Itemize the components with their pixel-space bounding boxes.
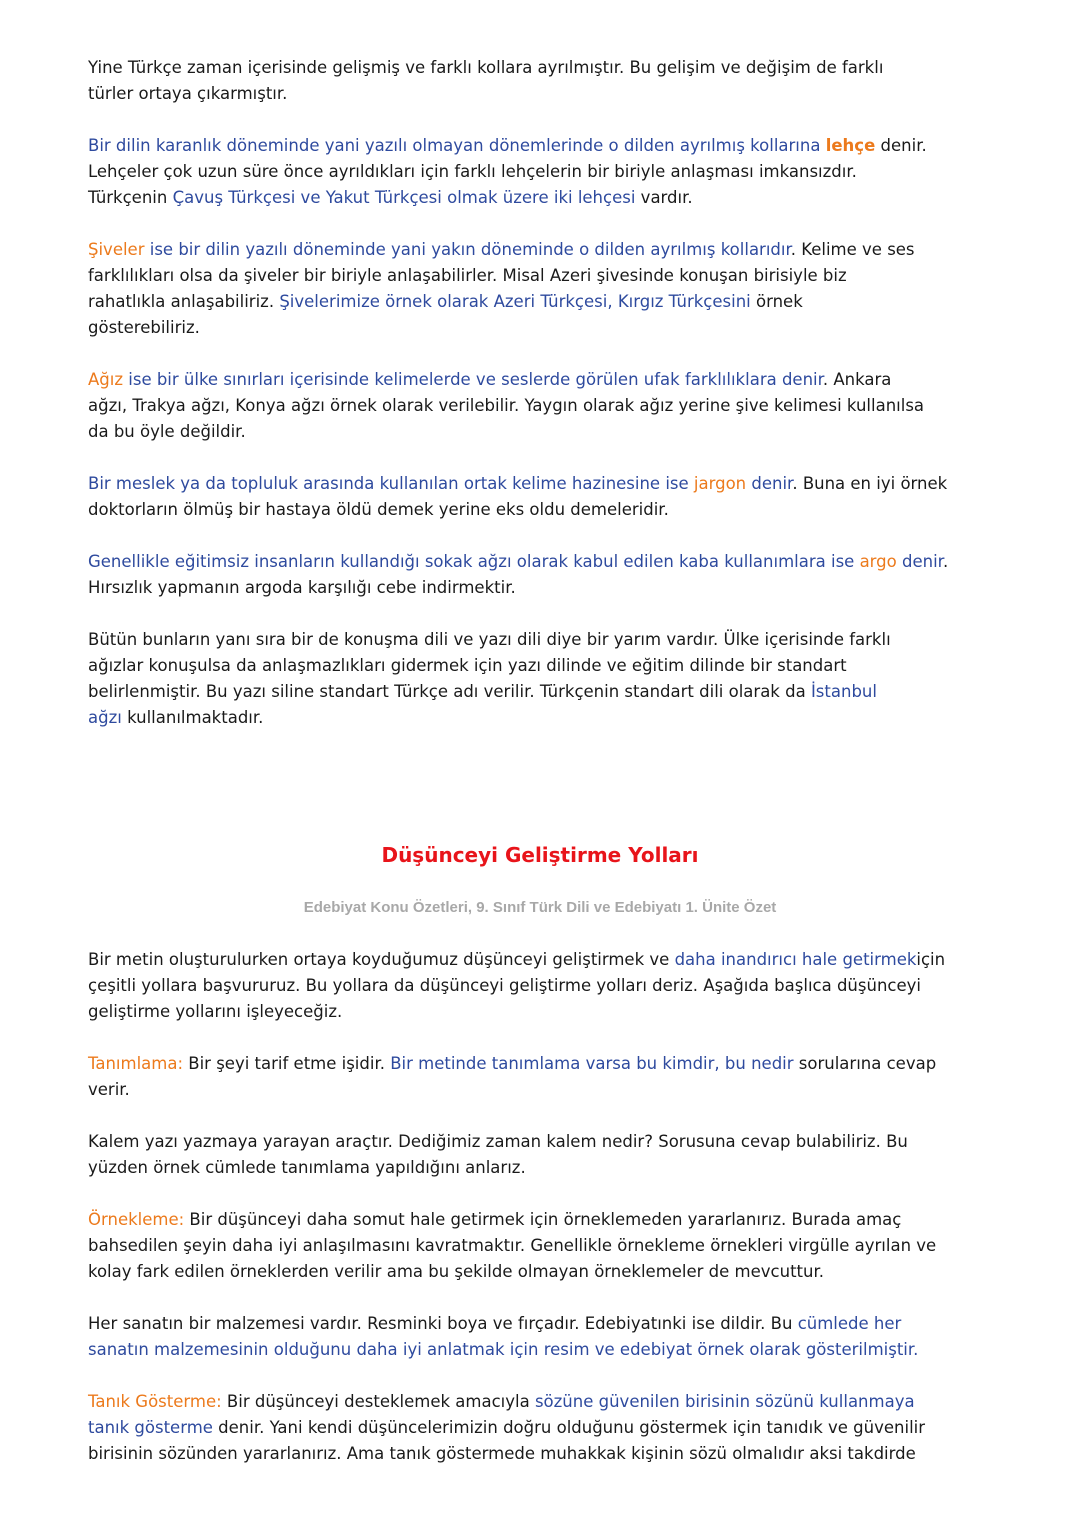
text-line — [88, 159, 1018, 185]
highlighted-text-run: Tanımlama: — [88, 1054, 184, 1073]
text-run: denir. — [875, 136, 927, 155]
highlighted-text-run: daha inandırıcı hale getirmek — [674, 950, 917, 969]
text-line — [88, 1129, 1018, 1155]
text-line — [88, 1233, 1018, 1259]
text-line — [88, 1337, 1018, 1363]
highlighted-text-run: lehçe — [825, 136, 876, 155]
text-run: çeşitli yollara başvururuz. Bu yollara da düşünceyi geliştirme yolları deriz. Aşağıda başlıca düşünceyi — [88, 976, 921, 995]
document-section-thought-development — [88, 947, 1018, 1493]
text-run: Bir metin oluşturulurken ortaya koyduğumuz düşünceyi geliştirmek ve — [88, 950, 675, 969]
text-run: farklılıkları olsa da şiveler bir biriyle anlaşabilirler. Misal Azeri şivesinde konuşan birisiyle biz — [88, 266, 847, 285]
paragraph — [88, 367, 1018, 445]
text-line — [88, 705, 1018, 731]
text-run: . Kelime ve ses — [790, 240, 915, 259]
text-run: vardır. — [635, 188, 693, 207]
highlighted-text-run: Bir metinde tanımlama varsa bu kimdir, bu nedir — [390, 1054, 794, 1073]
text-run: geliştirme yollarını işleyeceğiz. — [88, 1002, 343, 1021]
text-run: kullanılmaktadır. — [121, 708, 264, 727]
paragraph — [88, 549, 1018, 601]
text-line — [88, 1077, 1018, 1103]
text-run: belirlenmiştir. Bu yazı siline standart Türkçe adı verilir. Türkçenin standart dili olarak da — [88, 682, 811, 701]
paragraph — [88, 1311, 1018, 1363]
paragraph — [88, 947, 1018, 1025]
highlighted-text-run: ağzı — [88, 708, 122, 727]
text-line — [88, 1415, 1018, 1441]
highlighted-text-run: ise bir ülke sınırları içerisinde kelimelerde ve seslerde görülen ufak farklılıklara denir — [123, 370, 823, 389]
highlighted-text-run: ise bir dilin yazılı döneminde yani yakın döneminde o dilden ayrılmış kollarıdır — [144, 240, 791, 259]
text-line — [88, 1389, 1018, 1415]
paragraph — [88, 627, 1018, 731]
text-line — [88, 497, 1018, 523]
text-line — [88, 653, 1018, 679]
highlighted-text-run: Tanık Gösterme: — [88, 1392, 222, 1411]
paragraph — [88, 1207, 1018, 1285]
text-run: türler ortaya çıkarmıştır. — [88, 84, 288, 103]
text-line — [88, 185, 1018, 211]
highlighted-text-run: Örnekleme: — [88, 1210, 185, 1229]
text-run: Bir düşünceyi daha somut hale getirmek için örneklemeden yararlanırız. Burada amaç — [184, 1210, 902, 1229]
text-line — [88, 973, 1018, 999]
text-run: . Buna en iyi örnek — [792, 474, 948, 493]
text-line — [88, 315, 1018, 341]
text-line — [88, 367, 1018, 393]
highlighted-text-run: cümlede her — [797, 1314, 902, 1333]
text-run: gösterebiliriz. — [88, 318, 200, 337]
highlighted-text-run: Şiveler — [88, 240, 145, 259]
text-run: ağızlar konuşulsa da anlaşmazlıkları gidermek için yazı dilinde ve eğitim dilinde bir standart — [88, 656, 847, 675]
text-line — [88, 237, 1018, 263]
highlighted-text-run: İstanbul — [810, 682, 877, 701]
text-line — [88, 1259, 1018, 1285]
highlighted-text-run: jargon — [693, 474, 747, 493]
text-run: Hırsızlık yapmanın argoda karşılığı cebe indirmektir. — [88, 578, 516, 597]
text-run: örnek — [750, 292, 803, 311]
text-line — [88, 549, 1018, 575]
text-line — [88, 1051, 1018, 1077]
paragraph — [88, 1389, 1018, 1467]
text-run: Yine Türkçe zaman içerisinde gelişmiş ve farklı kollara ayrılmıştır. Bu gelişim ve değişim de farklı — [88, 58, 884, 77]
highlighted-text-run: Çavuş Türkçesi ve Yakut Türkçesi olmak üzere iki lehçesi — [172, 188, 636, 207]
document-section-language-varieties — [88, 55, 1018, 757]
highlighted-text-run: Ağız — [88, 370, 124, 389]
text-run: yüzden örnek cümlede tanımlama yapıldığını anlarız. — [88, 1158, 526, 1177]
paragraph — [88, 237, 1018, 341]
text-line — [88, 947, 1018, 973]
paragraph — [88, 471, 1018, 523]
text-run: Türkçenin — [88, 188, 173, 207]
text-run: . Ankara — [822, 370, 892, 389]
text-line — [88, 1207, 1018, 1233]
text-line — [88, 575, 1018, 601]
text-run: Kalem yazı yazmaya yarayan araçtır. Dediğimiz zaman kalem nedir? Sorusuna cevap bulabiliriz. Bu — [88, 1132, 908, 1151]
text-run: ağzı, Trakya ağzı, Konya ağzı örnek olarak verilebilir. Yaygın olarak ağız yerine şive kelimesi kullanılsa — [88, 396, 925, 415]
highlighted-text-run: Genellikle eğitimsiz insanların kullandığı sokak ağzı olarak kabul edilen kaba kullanımlara ise — [88, 552, 860, 571]
text-run: Lehçeler çok uzun süre önce ayrıldıkları için farklı lehçelerin bir biriyle anlaşması imkansızdır. — [88, 162, 857, 181]
text-run: denir. Yani kendi düşüncelerimizin doğru olduğunu göstermek için tanıdık ve güvenilir — [212, 1418, 926, 1437]
highlighted-text-run: sanatın malzemesinin olduğunu daha iyi anlatmak için resim ve edebiyat örnek olarak gösterilmiştir. — [88, 1340, 919, 1359]
text-run: rahatlıkla anlaşabiliriz. — [88, 292, 280, 311]
highlighted-text-run: Bir dilin karanlık döneminde yani yazılı olmayan dönemlerinde o dilden ayrılmış kollarına — [88, 136, 826, 155]
text-run: . — [942, 552, 949, 571]
text-line — [88, 627, 1018, 653]
text-line — [88, 471, 1018, 497]
paragraph — [88, 55, 1018, 107]
text-run: Bir düşünceyi desteklemek amacıyla — [221, 1392, 535, 1411]
text-run: kolay fark edilen örneklerden verilir ama bu şekilde olmayan örneklemeler de mevcuttur. — [88, 1262, 824, 1281]
highlighted-text-run: argo — [859, 552, 897, 571]
highlighted-text-run: Şivelerimize örnek olarak Azeri Türkçesi, Kırgız Türkçesini — [279, 292, 751, 311]
text-run: sorularına cevap — [793, 1054, 937, 1073]
text-line — [88, 1441, 1018, 1467]
text-line — [88, 999, 1018, 1025]
text-line — [88, 55, 1018, 81]
text-run: Bir şeyi tarif etme işidir. — [183, 1054, 391, 1073]
paragraph — [88, 1051, 1018, 1103]
highlighted-text-run: denir — [896, 552, 943, 571]
text-run: Her sanatın bir malzemesi vardır. Resminki boya ve fırçadır. Edebiyatınki ise dildir. Bu — [88, 1314, 798, 1333]
text-line — [88, 81, 1018, 107]
text-line — [88, 679, 1018, 705]
text-run: bahsedilen şeyin daha iyi anlaşılmasını kavratmaktır. Genellikle örnekleme örnekleri virgülle ayrılan ve — [88, 1236, 937, 1255]
highlighted-text-run: Bir meslek ya da topluluk arasında kullanılan ortak kelime hazinesine ise — [88, 474, 694, 493]
text-line — [88, 1155, 1018, 1181]
highlighted-text-run: denir — [746, 474, 793, 493]
section-heading: Düşünceyi Geliştirme Yolları — [381, 843, 699, 867]
highlighted-text-run: sözüne güvenilen birisinin sözünü kullanmaya — [534, 1392, 915, 1411]
text-line — [88, 289, 1018, 315]
text-run: için — [916, 950, 946, 969]
text-run: Bütün bunların yanı sıra bir de konuşma dili ve yazı dili diye bir yarım vardır. Ülke içerisinde farklı — [88, 630, 891, 649]
paragraph — [88, 1129, 1018, 1181]
text-line — [88, 263, 1018, 289]
text-line — [88, 133, 1018, 159]
text-line — [88, 1311, 1018, 1337]
text-run: verir. — [88, 1080, 130, 1099]
highlighted-text-run: tanık gösterme — [88, 1418, 213, 1437]
text-run: da bu öyle değildir. — [88, 422, 246, 441]
text-line — [88, 419, 1018, 445]
text-run: birisinin sözünden yararlanırız. Ama tanık göstermede muhakkak kişinin sözü olmalıdır aksi takdirde — [88, 1444, 916, 1463]
section-subtitle: Edebiyat Konu Özetleri, 9. Sınıf Türk Dili ve Edebiyatı 1. Ünite Özet — [303, 899, 777, 916]
text-line — [88, 393, 1018, 419]
paragraph — [88, 133, 1018, 211]
text-run: doktorların ölmüş bir hastaya öldü demek yerine eks oldu demeleridir. — [88, 500, 669, 519]
